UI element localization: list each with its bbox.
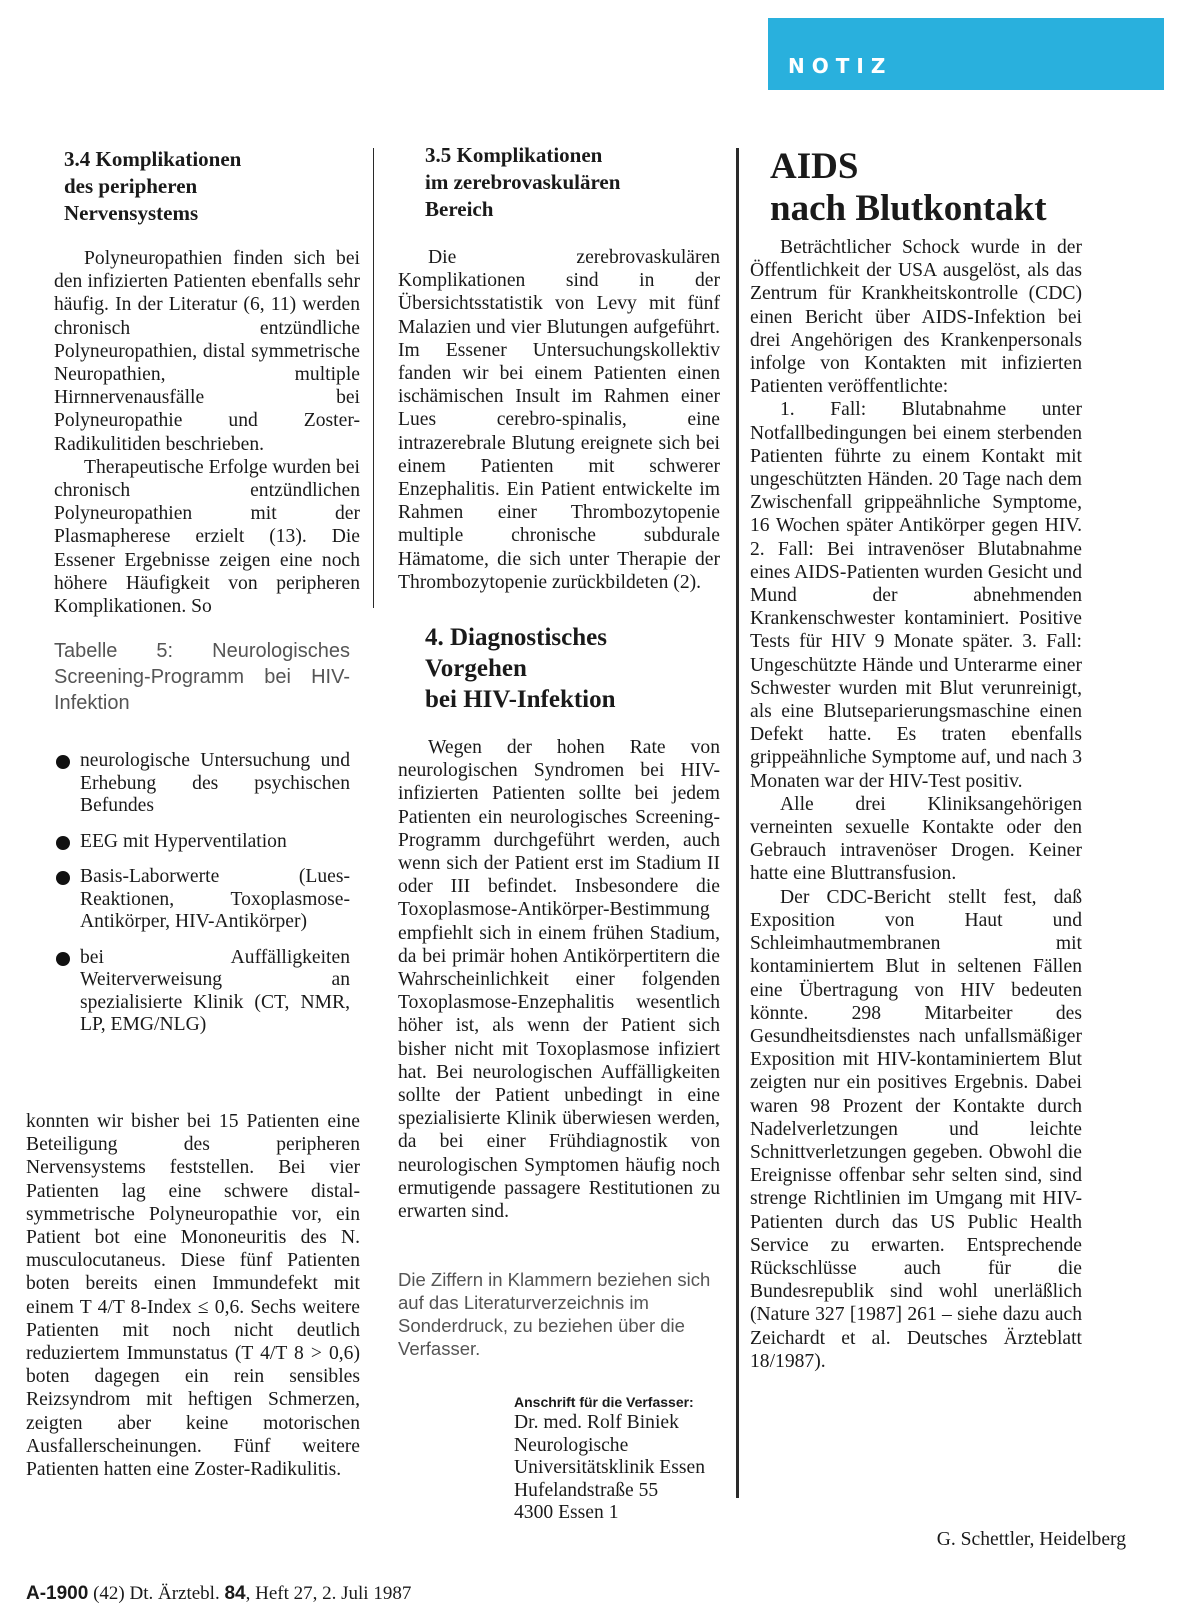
address-line: Universitätsklinik Essen: [514, 1457, 706, 1478]
col2-body: [398, 246, 720, 594]
list-item-text: Basis-Laborwerte (Lues-Reaktionen, Toxoplasmose-Antikörper, HIV-Antikörper): [80, 866, 350, 932]
col2-heading-line: 3.5 Komplikationen: [425, 143, 603, 167]
bullet-icon: [56, 836, 70, 850]
col3-paragraph: Der CDC-Bericht stellt fest, daß Exposition von Haut und Schleimhautmembranen mit kontaminiertem Blut in seltenen Fällen eine Übertragung von HIV bedeuten könnte. 298 Mitarbeiter des Gesundheitsdienstes nach unfallsmäßiger Exposition mit HIV-kontaminiertem Blut zeigten nur ein positives Ergebnis. Dabei waren 98 Prozent der Kontakte durch Nadelverletzungen und leichte Schnittverletzungen gegeben. Obwohl die Ereignisse offenbar sehr selten sind, sind strenge Richtlinien im Umgang mit HIV-Patienten durch das US Public Health Service zu erwarten. Entsprechende Rückschlüsse auch für die Bundesrepublik sind wohl unerläßlich (Nature 327 [1987] 261 – siehe dazu auch Zeichardt et al. Deutsches Ärzteblatt 18/1987).: [750, 886, 1082, 1372]
bullet-icon: [56, 755, 70, 769]
table-caption: Tabelle 5: Neurologisches Screening-Programm bei HIV-Infektion: [54, 640, 350, 714]
col1-heading-line: Nervensystems: [64, 201, 199, 225]
list-item-text: EEG mit Hyperventilation: [80, 830, 287, 852]
page-footer: [26, 1583, 411, 1605]
author-signature: G. Schettler, Heidelberg: [936, 1529, 1126, 1550]
column-divider-2: [736, 148, 739, 1498]
col1-heading-line: 3.4 Komplikationen: [64, 147, 242, 171]
address-heading: Anschrift für die Verfasser:: [514, 1394, 694, 1410]
list-item: [54, 947, 350, 1037]
col1-heading-line: des peripheren: [64, 174, 198, 198]
col1-continuation-text: konnten wir bisher bei 15 Patienten eine Beteiligung des peripheren Nervensystems feststellen. Bei vier Patienten lag eine schwere distal-symmetrische Polyneuropathie vor, ein Patient bot eine Mononeuritis des N. musculocutaneus. Diese fünf Patienten boten bereits einen Immundefekt mit einem T 4/T 8-Index ≤ 0,6. Sechs weitere Patienten mit noch nicht deutlich reduziertem Immunstatus (T 4/T 8 > 0,6) boten dagegen ein rein sensibles Reizsyndrom mit heftigen Schmerzen, zeigten aber keine motorischen Ausfallerscheinungen. Fünf weitere Patienten hatten eine Zoster-Radikulitis.: [26, 1111, 360, 1481]
column-divider-1: [373, 148, 374, 608]
col2-heading2-line: Vorgehen: [425, 655, 527, 682]
list-item: [54, 831, 350, 854]
issue-date: , Heft 27, 2. Juli 1987: [245, 1583, 412, 1604]
col1-paragraph: Therapeutische Erfolge wurden bei chronisch entzündlichen Polyneuropathien mit der Plasmapherese erzielt (13). Die Essener Ergebnisse zeigen eine noch höhere Häufigkeit von peripheren Komplikationen. So: [54, 456, 360, 618]
notiz-title-line: nach Blutkontakt: [770, 188, 1047, 229]
col2-heading-line: im zerebrovaskulären: [425, 170, 621, 194]
address-line: 4300 Essen 1: [514, 1502, 619, 1523]
list-item: [54, 866, 350, 934]
journal-ref: (42) Dt. Ärztebl.: [93, 1583, 220, 1604]
list-item: [54, 750, 350, 818]
address-line: Hufelandstraße 55: [514, 1479, 659, 1501]
screening-list: [54, 750, 350, 1050]
col2-paragraph: Die zerebrovaskulären Komplikationen sind in der Übersichtsstatistik von Levy mit fünf Malazien und vier Blutungen aufgeführt. Im Essener Untersuchungskollektiv fanden wir bei einem Patienten einen ischämischen Insult im Rahmen einer Lues cerebro-spinalis, eine intrazerebrale Blutung ereignete sich bei einem Patienten mit schwerer Enzephalitis. Ein Patient entwickelte im Rahmen einer Thrombozytopenie multiple chronische subdurale Hämatome, die sich unter Therapie der Thrombozytopenie zurückbildeten (2).: [398, 247, 720, 593]
col3-paragraph: 1. Fall: Blutabnahme unter Notfallbedingungen bei einem sterbenden Patienten führte zu einem Kontakt mit ungeschützten Händen. 20 Tage nach dem Zwischenfall grippeähnliche Symptome, 16 Wochen später Antikörper gegen HIV. 2. Fall: Bei intravenöser Blutabnahme eines AIDS-Patienten wurden Gesicht und Mund der abnehmenden Krankenschwester kontaminiert. Positive Tests für HIV 9 Monate später. 3. Fall: Ungeschützte Hände und Unterarme einer Schwester wurden mit Blut verunreinigt, als eine Blutseparierungsmaschine einen Defekt hatte. Es traten ebenfalls grippeähnliche Symptome auf, und nach 3 Monaten war der HIV-Test positiv.: [750, 399, 1082, 792]
col2-body-2: [398, 736, 720, 1223]
col1-heading: [64, 146, 364, 227]
col2-heading2-line: 4. Diagnostisches: [425, 624, 607, 651]
notiz-title: [770, 146, 1150, 230]
col2-heading-2: [425, 622, 725, 715]
bullet-icon: [56, 952, 70, 966]
bullet-icon: [56, 871, 70, 885]
col1-continuation: [26, 1110, 360, 1481]
page-code: A-1900: [26, 1583, 89, 1604]
col1-body: [54, 247, 360, 618]
col2-heading-line: Bereich: [425, 197, 494, 221]
section-badge: NOTIZ: [788, 54, 893, 78]
col3-body: [750, 236, 1082, 1373]
col1-paragraph: Polyneuropathien finden sich bei den infizierten Patienten ebenfalls sehr häufig. In der Literatur (6, 11) werden chronisch entzündliche Polyneuropathien, distal symmetrische Neuropathien, multiple Hirnnervenausfälle bei Polyneuropathie und Zoster-Radikulitiden beschrieben.: [54, 248, 360, 455]
col3-paragraph: Beträchtlicher Schock wurde in der Öffentlichkeit der USA ausgelöst, als das Zentrum für Krankheitskontrolle (CDC) einen Bericht über AIDS-Infektion bei drei Angehörigen des Krankenpersonals infolge von Kontakten mit infizierten Patienten veröffentlichte:: [750, 237, 1082, 398]
col2-paragraph-2: Wegen der hohen Rate von neurologischen Syndromen bei HIV-infizierten Patienten sollte bei jedem Patienten ein neurologisches Screening-Programm durchgeführt werden, auch wenn sich der Patient erst im Stadium II oder III befindet. Insbesondere die Toxoplasmose-Antikörper-Bestimmung empfiehlt sich in einem frühen Stadium, da bei primär hohen Antikörpertitern die Wahrscheinlichkeit einer folgenden Toxoplasmose-Enzephalitis wesentlich höher ist, als wenn der Patient sich bisher nicht mit Toxoplasmose infiziert hat. Bei neurologischen Auffälligkeiten sollte der Patient unbedingt in eine spezialisierte Klinik überwiesen werden, da bei einer Frühdiagnostik von neurologischen Symptomen häufig noch ermutigende passagere Restitutionen zu erwarten sind.: [398, 737, 720, 1223]
volume-number: 84: [224, 1583, 246, 1604]
notiz-title-line: AIDS: [770, 146, 859, 187]
address-line: Dr. med. Rolf Biniek: [514, 1412, 679, 1433]
address-line: Neurologische: [514, 1434, 629, 1456]
col3-paragraph: Alle drei Kliniksangehörigen verneinten sexuelle Kontakte oder den Gebrauch intravenöser Drogen. Keiner hatte eine Bluttransfusion.: [750, 793, 1082, 885]
notiz-section-band: [768, 18, 1164, 90]
references-note: Die Ziffern in Klammern beziehen sich auf das Literaturverzeichnis im Sonderdruck, zu beziehen über die Verfasser.: [398, 1269, 711, 1359]
col2-heading2-line: bei HIV-Infektion: [425, 686, 616, 713]
list-item-text: neurologische Untersuchung und Erhebung des psychischen Befundes: [80, 750, 350, 816]
col2-heading: [425, 142, 725, 223]
author-address: [514, 1392, 744, 1525]
list-item-text: bei Auffälligkeiten Weiterverweisung an spezialisierte Klinik (CT, NMR, LP, EMG/NLG): [80, 946, 350, 1035]
